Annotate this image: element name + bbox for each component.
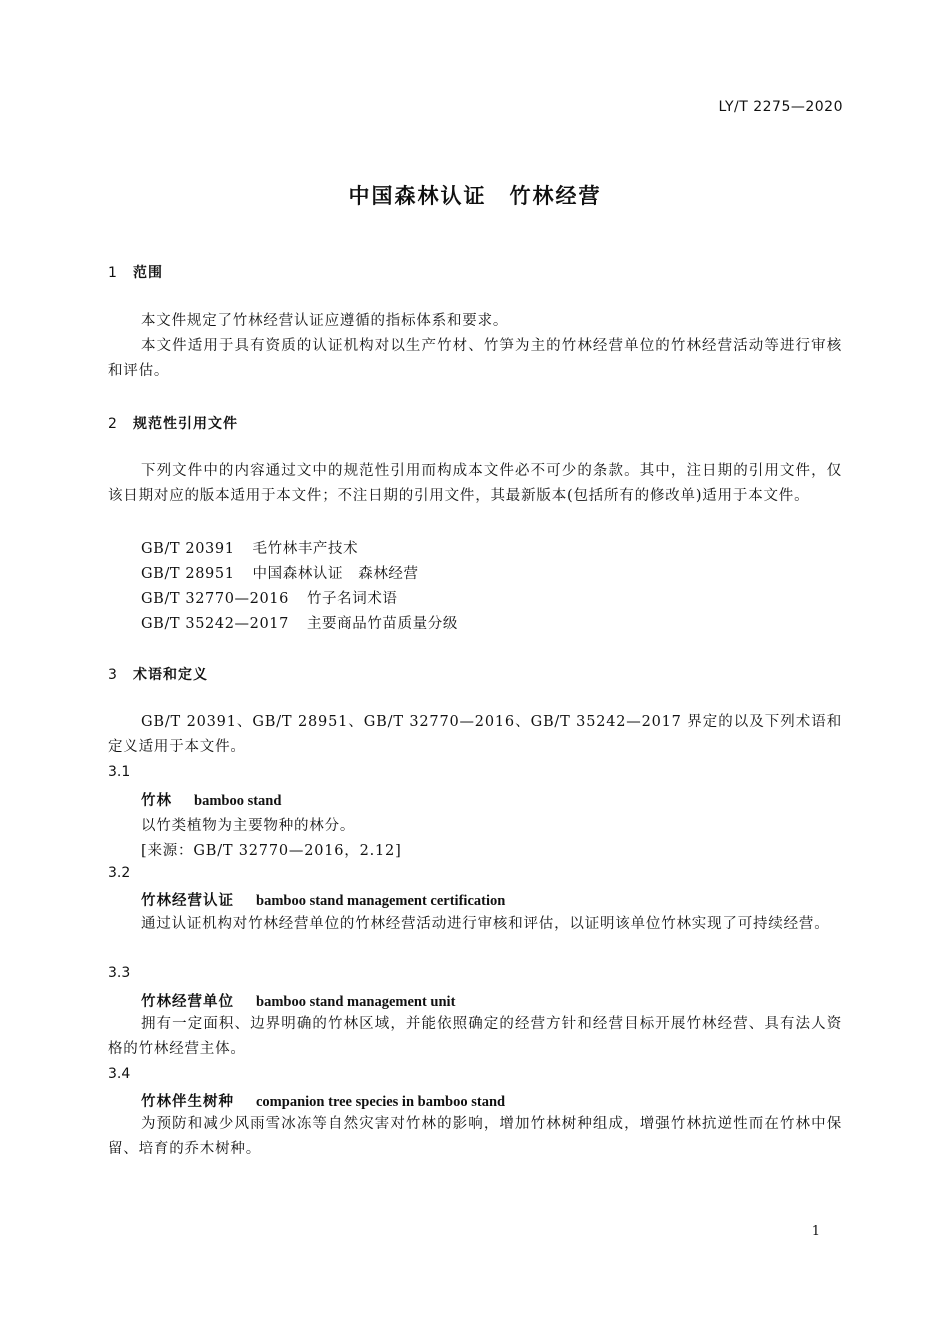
term-heading (141, 789, 281, 810)
section-number: 3 (108, 667, 118, 683)
term-definition: 为预防和减少风雨雪冰冻等自然灾害对竹林的影响，增加竹林树种组成，增强竹林抗逆性而在竹林中保留、培育的乔木树种。 (108, 1116, 842, 1157)
section-heading-3 (108, 664, 208, 684)
term-heading (141, 1090, 505, 1111)
document-title: 中国森林认证 竹林经营 (348, 184, 602, 208)
term-zh: 竹林经营单位 (141, 994, 234, 1010)
reference-title: 中国森林认证 森林经营 (252, 566, 419, 582)
term-zh: 竹林伴生树种 (141, 1094, 234, 1110)
paragraph: GB/T 20391、GB/T 28951、GB/T 32770—2016、GB/T 35242—2017 界定的以及下列术语和定义适用于本文件。 (108, 714, 842, 755)
section-title: 术语和定义 (133, 667, 208, 683)
clause-number: 3.4 (108, 1066, 131, 1082)
term-zh: 竹林经营认证 (141, 893, 234, 909)
term-zh: 竹林 (141, 793, 172, 809)
term-heading (141, 990, 455, 1011)
section-heading-1 (108, 262, 163, 282)
reference-code: GB/T 32770—2016 (141, 591, 289, 607)
paragraph: 下列文件中的内容通过文中的规范性引用而构成本文件必不可少的条款。其中，注日期的引用文件，仅该日期对应的版本适用于本文件；不注日期的引用文件，其最新版本(包括所有的修改单)适用于本文件。 (108, 463, 842, 504)
term-definition: 拥有一定面积、边界明确的竹林区域，并能依照确定的经营方针和经营目标开展竹林经营、具有法人资格的竹林经营主体。 (108, 1016, 842, 1057)
term-en: bamboo stand management certification (256, 893, 506, 909)
paragraph: 本文件规定了竹林经营认证应遵循的指标体系和要求。 (141, 313, 509, 329)
paragraph: 本文件适用于具有资质的认证机构对以生产竹材、竹笋为主的竹林经营单位的竹林经营活动等进行审核和评估。 (108, 338, 842, 379)
term-definition: 通过认证机构对竹林经营单位的竹林经营活动进行审核和评估，以证明该单位竹林实现了可持续经营。 (141, 916, 830, 932)
term-heading (141, 889, 505, 910)
clause-number: 3.2 (108, 865, 131, 881)
reference-item (141, 537, 358, 558)
term-definition: 以竹类植物为主要物种的林分。 (141, 818, 356, 834)
section-number: 2 (108, 416, 118, 432)
reference-title: 主要商品竹苗质量分级 (306, 616, 458, 632)
term-source: [来源：GB/T 32770—2016，2.12] (141, 843, 402, 859)
reference-title: 竹子名词术语 (306, 591, 398, 607)
reference-code: GB/T 20391 (141, 541, 235, 557)
standard-code: LY/T 2275—2020 (718, 99, 843, 115)
reference-title: 毛竹林丰产技术 (252, 541, 359, 557)
term-en: bamboo stand management unit (256, 994, 456, 1010)
section-title: 规范性引用文件 (133, 416, 238, 432)
term-en: companion tree species in bamboo stand (256, 1094, 506, 1110)
section-title: 范围 (133, 265, 163, 281)
section-number: 1 (108, 265, 118, 281)
clause-number: 3.3 (108, 965, 131, 981)
reference-code: GB/T 28951 (141, 566, 235, 582)
reference-code: GB/T 35242—2017 (141, 616, 289, 632)
reference-item (141, 612, 458, 633)
term-en: bamboo stand (194, 793, 282, 809)
clause-number: 3.1 (108, 764, 131, 780)
page-number: 1 (811, 1224, 820, 1239)
reference-item (141, 562, 419, 583)
reference-item (141, 587, 398, 608)
section-heading-2 (108, 413, 238, 433)
